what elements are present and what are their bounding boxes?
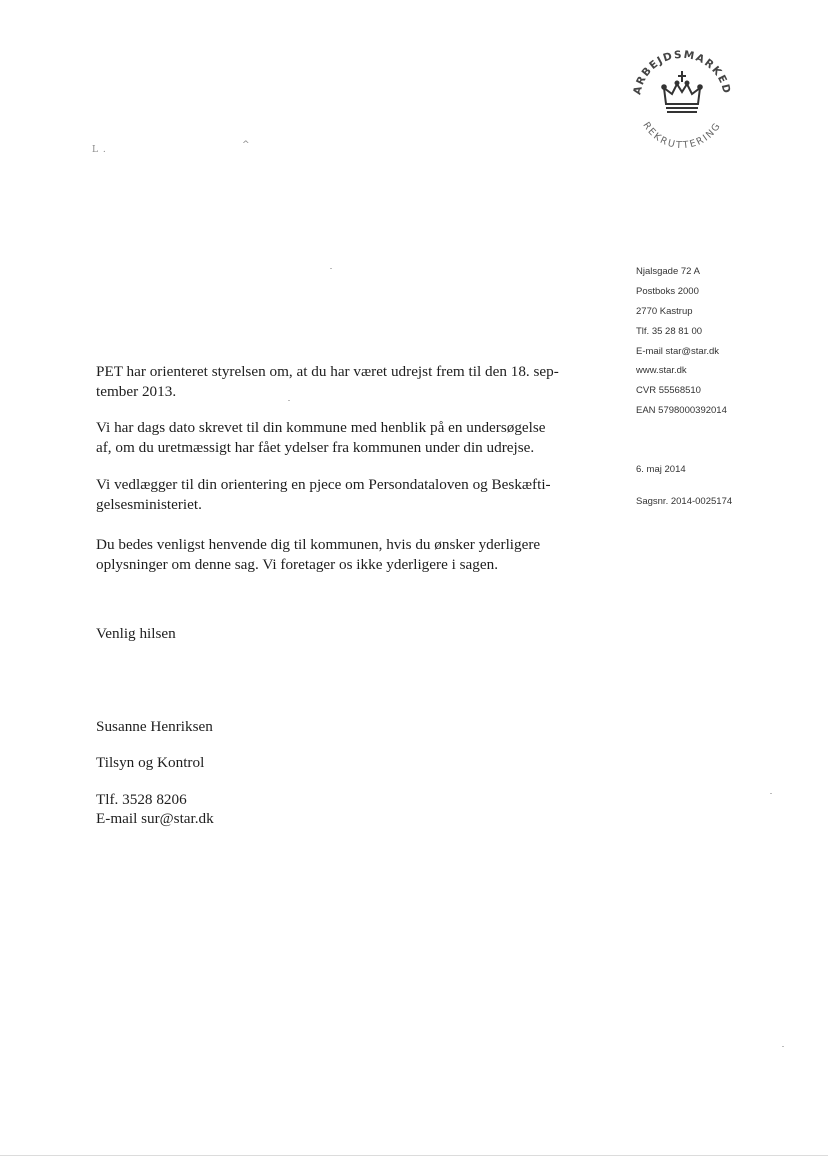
scan-speck <box>782 1046 784 1047</box>
svg-text:REKRUTTERING: REKRUTTERING <box>640 120 724 148</box>
signatory-department: Tilsyn og Kontrol <box>96 754 205 771</box>
signatory-email: E-mail sur@star.dk <box>96 810 214 827</box>
paragraph <box>96 362 616 401</box>
sender-cvr: CVR 55568510 <box>636 385 701 397</box>
paragraph <box>96 418 616 457</box>
paragraph-line: PET har orienteret styrelsen om, at du har været udrejst frem til den 18. sep- <box>96 363 559 380</box>
sender-phone: Tlf. 35 28 81 00 <box>636 325 703 337</box>
case-number: Sagsnr. 2014-0025174 <box>636 496 733 507</box>
paragraph-line: af, om du uretmæssigt har fået ydelser fra kommunen under din udrejse. <box>96 438 535 456</box>
signatory-name: Susanne Henriksen <box>96 718 213 735</box>
sender-email: E-mail star@star.dk <box>636 345 720 357</box>
signatory-phone: Tlf. 3528 8206 <box>96 791 187 808</box>
scan-speck <box>288 400 290 401</box>
sender-ean: EAN 5798000392014 <box>636 405 727 417</box>
agency-seal-logo <box>622 38 742 148</box>
sender-info <box>636 262 806 507</box>
crown-icon <box>662 71 702 112</box>
paragraph-line: Vi har dags dato skrevet til din kommune med henblik på en undersøgelse <box>96 419 546 436</box>
letter-date: 6. maj 2014 <box>636 464 686 475</box>
paragraph-line: tember 2013. <box>96 382 177 400</box>
redaction-mark: ^ <box>242 140 250 150</box>
address-street: Njalsgade 72 A <box>636 266 700 277</box>
sender-website: www.star.dk <box>636 365 687 377</box>
svg-text:ARBEJDSMARKED: ARBEJDSMARKED <box>631 48 733 96</box>
closing-salutation: Venlig hilsen <box>96 625 176 642</box>
paragraph-line: gelsesministeriet. <box>96 495 202 513</box>
paragraph <box>96 475 616 514</box>
address-city: 2770 Kastrup <box>636 305 693 317</box>
address-postbox: Postboks 2000 <box>636 285 699 297</box>
paragraph-line: Du bedes venligst henvende dig til kommunen, hvis du ønsker yderligere <box>96 536 541 553</box>
recipient-redacted: L . <box>92 145 107 155</box>
scan-speck <box>770 793 772 794</box>
paragraph-line: oplysninger om denne sag. Vi foretager os ikke yderligere i sagen. <box>96 555 499 573</box>
paragraph <box>96 535 616 574</box>
scan-speck <box>330 268 332 269</box>
paragraph-line: Vi vedlægger til din orientering en pjece om Persondataloven og Beskæfti- <box>96 476 551 493</box>
page-bottom-edge <box>0 1155 828 1156</box>
